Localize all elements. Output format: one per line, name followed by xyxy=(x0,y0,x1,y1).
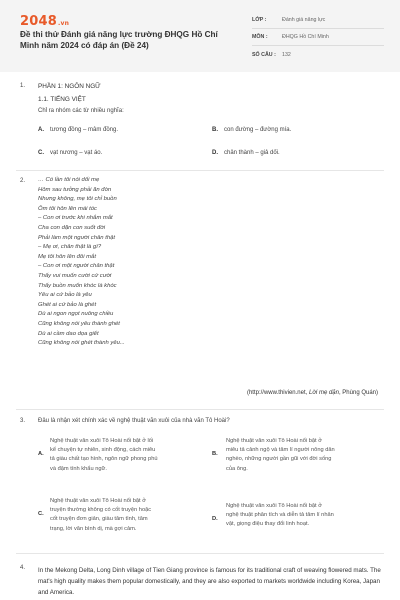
option-text: vạt nương – vạt áo. xyxy=(50,150,103,156)
option-label: C. xyxy=(38,150,44,156)
part-title: PHẦN 1: NGÔN NGỮ xyxy=(38,83,101,90)
source-prefix: (http://www.thivien.net, xyxy=(246,390,309,396)
poem-line: Phải làm một người chân thật xyxy=(38,234,116,241)
meta-row-count xyxy=(252,46,384,63)
meta-label: MÔN : xyxy=(252,34,268,40)
document-title: Đề thi thử Đánh giá năng lực trường ĐHQG Hồ Chí Minh năm 2024 có đáp án (Đề 24) xyxy=(20,30,218,50)
option-line: nghèo, những người gần gũi với đời sống xyxy=(226,456,332,463)
option-line: cốt truyện đơn giản, giàu tâm tình, tâm xyxy=(50,516,148,523)
question-divider xyxy=(16,409,384,410)
poem-line: Cũng không nói ghét thành yêu... xyxy=(38,340,125,347)
logo-text: 2048 xyxy=(20,14,57,29)
poem-line: Ôm tôi hôn lên mái tóc xyxy=(38,205,97,212)
meta-label: LỚP : xyxy=(252,17,267,23)
question-number: 2. xyxy=(20,178,26,184)
option-label: B. xyxy=(212,127,218,133)
option-text: con đường – đường mía. xyxy=(224,127,292,133)
poem-line: Nhưng không, mẹ tôi chỉ buồn xyxy=(38,196,117,203)
meta-value: ĐHQG Hồ Chí Minh xyxy=(282,34,329,40)
answer-option-c[interactable] xyxy=(38,497,208,537)
answer-option-a[interactable] xyxy=(38,127,118,133)
poem-excerpt xyxy=(38,176,125,349)
poem-line: … Có lần tôi nói dối mẹ xyxy=(38,177,100,183)
option-line: Nghệ thuật văn xuôi Tô Hoài nổi bật ở lối xyxy=(50,438,154,444)
source-suffix: , Phùng Quán) xyxy=(338,390,378,396)
meta-value: Đánh giá năng lực xyxy=(282,17,326,23)
option-text xyxy=(226,437,335,474)
question-number: 1. xyxy=(20,83,26,89)
logo-suffix: .vn xyxy=(57,20,70,27)
answer-option-b[interactable] xyxy=(212,127,291,133)
document-header xyxy=(0,0,400,72)
poem-line: Thấy vui muốn cười cứ cười xyxy=(38,272,112,279)
option-line: nghệ thuật phân tích và diễn tả tâm lí nhân xyxy=(226,512,334,519)
option-line: kể chuyện tự nhiên, sinh động, cách miêu xyxy=(50,447,156,454)
poem-line: Yêu ai cứ bảo là yêu xyxy=(38,292,92,299)
subpart-title: 1.1. TIẾNG VIỆT xyxy=(38,96,86,103)
poem-line: Cũng không nói yêu thành ghét xyxy=(38,320,120,327)
poem-line: – Mẹ ơi, chân thật là gì? xyxy=(38,244,102,251)
site-logo[interactable] xyxy=(20,14,69,29)
poem-line: Dù ai ngon ngọt nuông chiều xyxy=(38,311,114,318)
answer-option-d[interactable] xyxy=(212,150,280,156)
poem-line: Mẹ tôi hôn lên đôi mắt xyxy=(38,253,96,260)
option-label: A. xyxy=(38,451,44,457)
option-label: C. xyxy=(38,511,44,517)
question-number: 3. xyxy=(20,418,26,424)
option-text xyxy=(50,497,151,534)
option-label: B. xyxy=(212,451,218,457)
meta-label: SỐ CÂU : xyxy=(252,51,276,58)
poem-line: Dù ai cầm dao dọa giết xyxy=(38,330,99,337)
poem-line: Ghét ai cứ bảo là ghét xyxy=(38,301,97,308)
poem-line: Hôm sau tưởng phải ăn đòn xyxy=(38,186,112,193)
option-line: miêu tả cảnh ngộ và tâm lí người nông dân xyxy=(226,447,335,454)
option-label: D. xyxy=(212,150,218,156)
poem-line: Cha con dặn con suốt đời xyxy=(38,224,106,231)
option-line: và đậm tính khẩu ngữ. xyxy=(50,465,107,472)
question-divider xyxy=(16,553,384,554)
answer-option-d[interactable] xyxy=(212,502,384,538)
poem-source xyxy=(247,390,378,396)
option-line: Nghệ thuật văn xuôi Tô Hoài nổi bật ở xyxy=(50,498,146,504)
option-line: của ông. xyxy=(226,465,248,472)
question-text: Đâu là nhận xét chính xác về nghệ thuật văn xuôi của nhà văn Tô Hoài? xyxy=(38,418,230,424)
poem-line: – Con ơi một người chân thật xyxy=(38,263,115,270)
question-text: Chỉ ra nhóm các từ nhiều nghĩa: xyxy=(38,108,124,114)
meta-row-subject xyxy=(252,29,384,46)
option-line: vật, giọng điệu thay đổi linh hoạt. xyxy=(226,521,310,528)
option-text: tương đồng – mâm đồng. xyxy=(50,127,118,133)
answer-option-a[interactable] xyxy=(38,437,208,477)
poem-line: – Con ơi trước khi nhắm mắt xyxy=(38,215,113,222)
question-number: 4. xyxy=(20,565,26,571)
poem-line: Thấy buồn muốn khóc là khóc xyxy=(38,282,117,289)
option-text xyxy=(50,437,158,474)
option-line: truyện thường không có cốt truyện hoặc xyxy=(50,507,152,514)
option-text: chân thành – giả dối. xyxy=(224,150,280,156)
meta-row-class xyxy=(252,12,384,29)
option-line: Nghệ thuật văn xuôi Tô Hoài nổi bật ở xyxy=(226,438,322,444)
meta-value: 132 xyxy=(282,51,291,58)
document-meta xyxy=(252,12,384,63)
option-line: trạng, lời văn bình dị, mà gợi cảm. xyxy=(50,525,137,532)
option-line: Nghệ thuật văn xuôi Tô Hoài nổi bật ở xyxy=(226,503,322,509)
source-title: Lời mẹ dặn xyxy=(308,390,339,396)
option-label: D. xyxy=(212,516,218,522)
option-line: tả giàu chất tạo hình, ngôn ngữ phong phú xyxy=(50,456,158,463)
passage-text: In the Mekong Delta, Long Dinh village of Tien Giang province is famous for its traditional craft of weaving flowered mats. The mat's high quality makes them popular domestically, and they are also exported to markets worldwide including Korea, Japan and America. xyxy=(38,567,381,596)
answer-option-b[interactable] xyxy=(212,437,384,477)
option-label: A. xyxy=(38,127,44,133)
question-divider xyxy=(16,170,384,171)
option-text xyxy=(226,502,334,530)
answer-option-c[interactable] xyxy=(38,150,102,156)
